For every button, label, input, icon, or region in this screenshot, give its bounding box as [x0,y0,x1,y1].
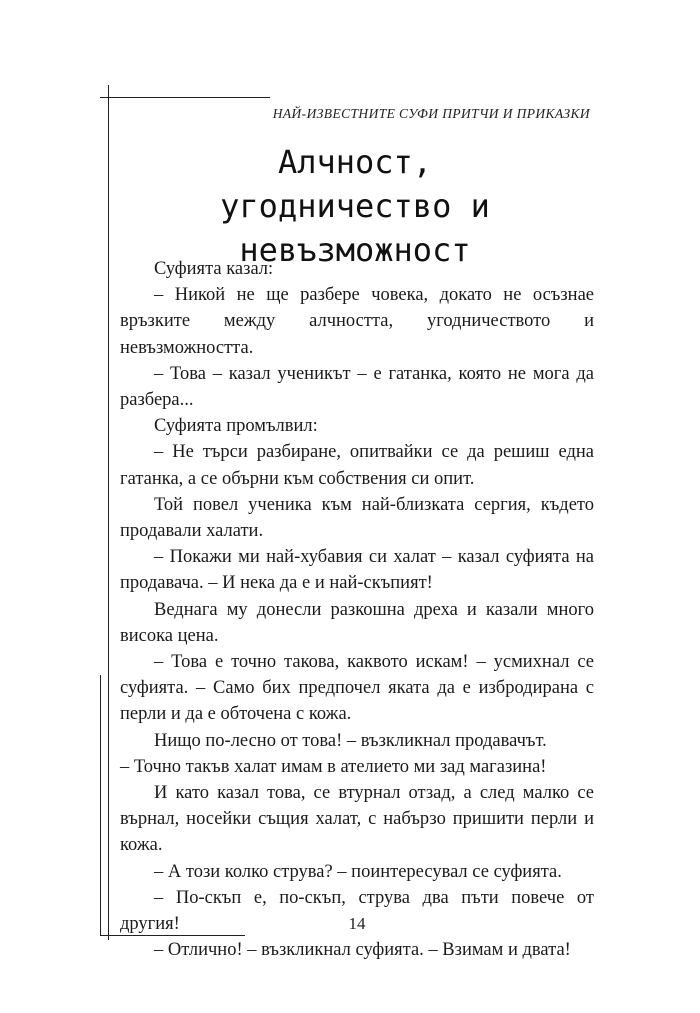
paragraph: Веднага му донесли разкошна дреха и казали много висока цена. [120,599,594,646]
page-number: 14 [348,914,366,933]
paragraph: Суфията промълвил: [154,416,318,437]
running-header: НАЙ-ИЗВЕСТНИТЕ СУФИ ПРИТЧИ И ПРИКАЗКИ [272,106,590,121]
story-body [120,256,594,963]
paragraph: Суфията казал: [154,259,274,279]
paragraph: Той повел ученика към най-близката сергия, където продавали халати. [120,494,594,542]
paragraph: – Отлично! – възкликнал суфията. – Взимам и двата! [154,940,571,961]
paragraph: – Точно такъв халат имам в ателието ми зад магазина! [120,756,547,777]
page-number-container [0,914,700,934]
chapter-title [120,140,590,272]
paragraph: – Това – казал ученикът – е гатанка, която не мога да разбера... [120,363,594,411]
chapter-title-line-1: Алчност, [277,143,433,181]
vertical-decorative-rule-lower [100,675,101,935]
paragraph: – Това е точно такова, каквото искам! – усмихнал се суфията. – Само бих предпочел яката да е избродирана с перли и да е обточена с кожа. [120,652,594,725]
vertical-decorative-rule [108,85,109,940]
paragraph: – Покажи ми най-хубавия си халат – казал суфията на продавача. – И нека да е и най-скъпият! [120,547,594,594]
chapter-title-line-2: угодничество и невъзможност [220,187,490,269]
paragraph: Нищо по-лесно от това! – възкликнал продавачът. [154,730,547,751]
paragraph: – Не търси разбиране, опитвайки се да решиш една гатанка, а се обърни към собствения си опит. [120,442,594,489]
top-decorative-rule [100,97,270,98]
paragraph: – А този колко струва? – поинтересувал се суфията. [154,861,562,882]
paragraph: – Никой не ще разбере човека, докато не осъзнае връзките между алчността, угодничеството и невъзможността. [120,285,594,358]
paragraph: – По-скъп е, по-скъп, струва два пъти повече от другия! [120,887,594,935]
paragraph: И като казал това, се втурнал отзад, а след малко се върнал, носейки същия халат, с набързо пришити перли и кожа. [120,783,594,856]
